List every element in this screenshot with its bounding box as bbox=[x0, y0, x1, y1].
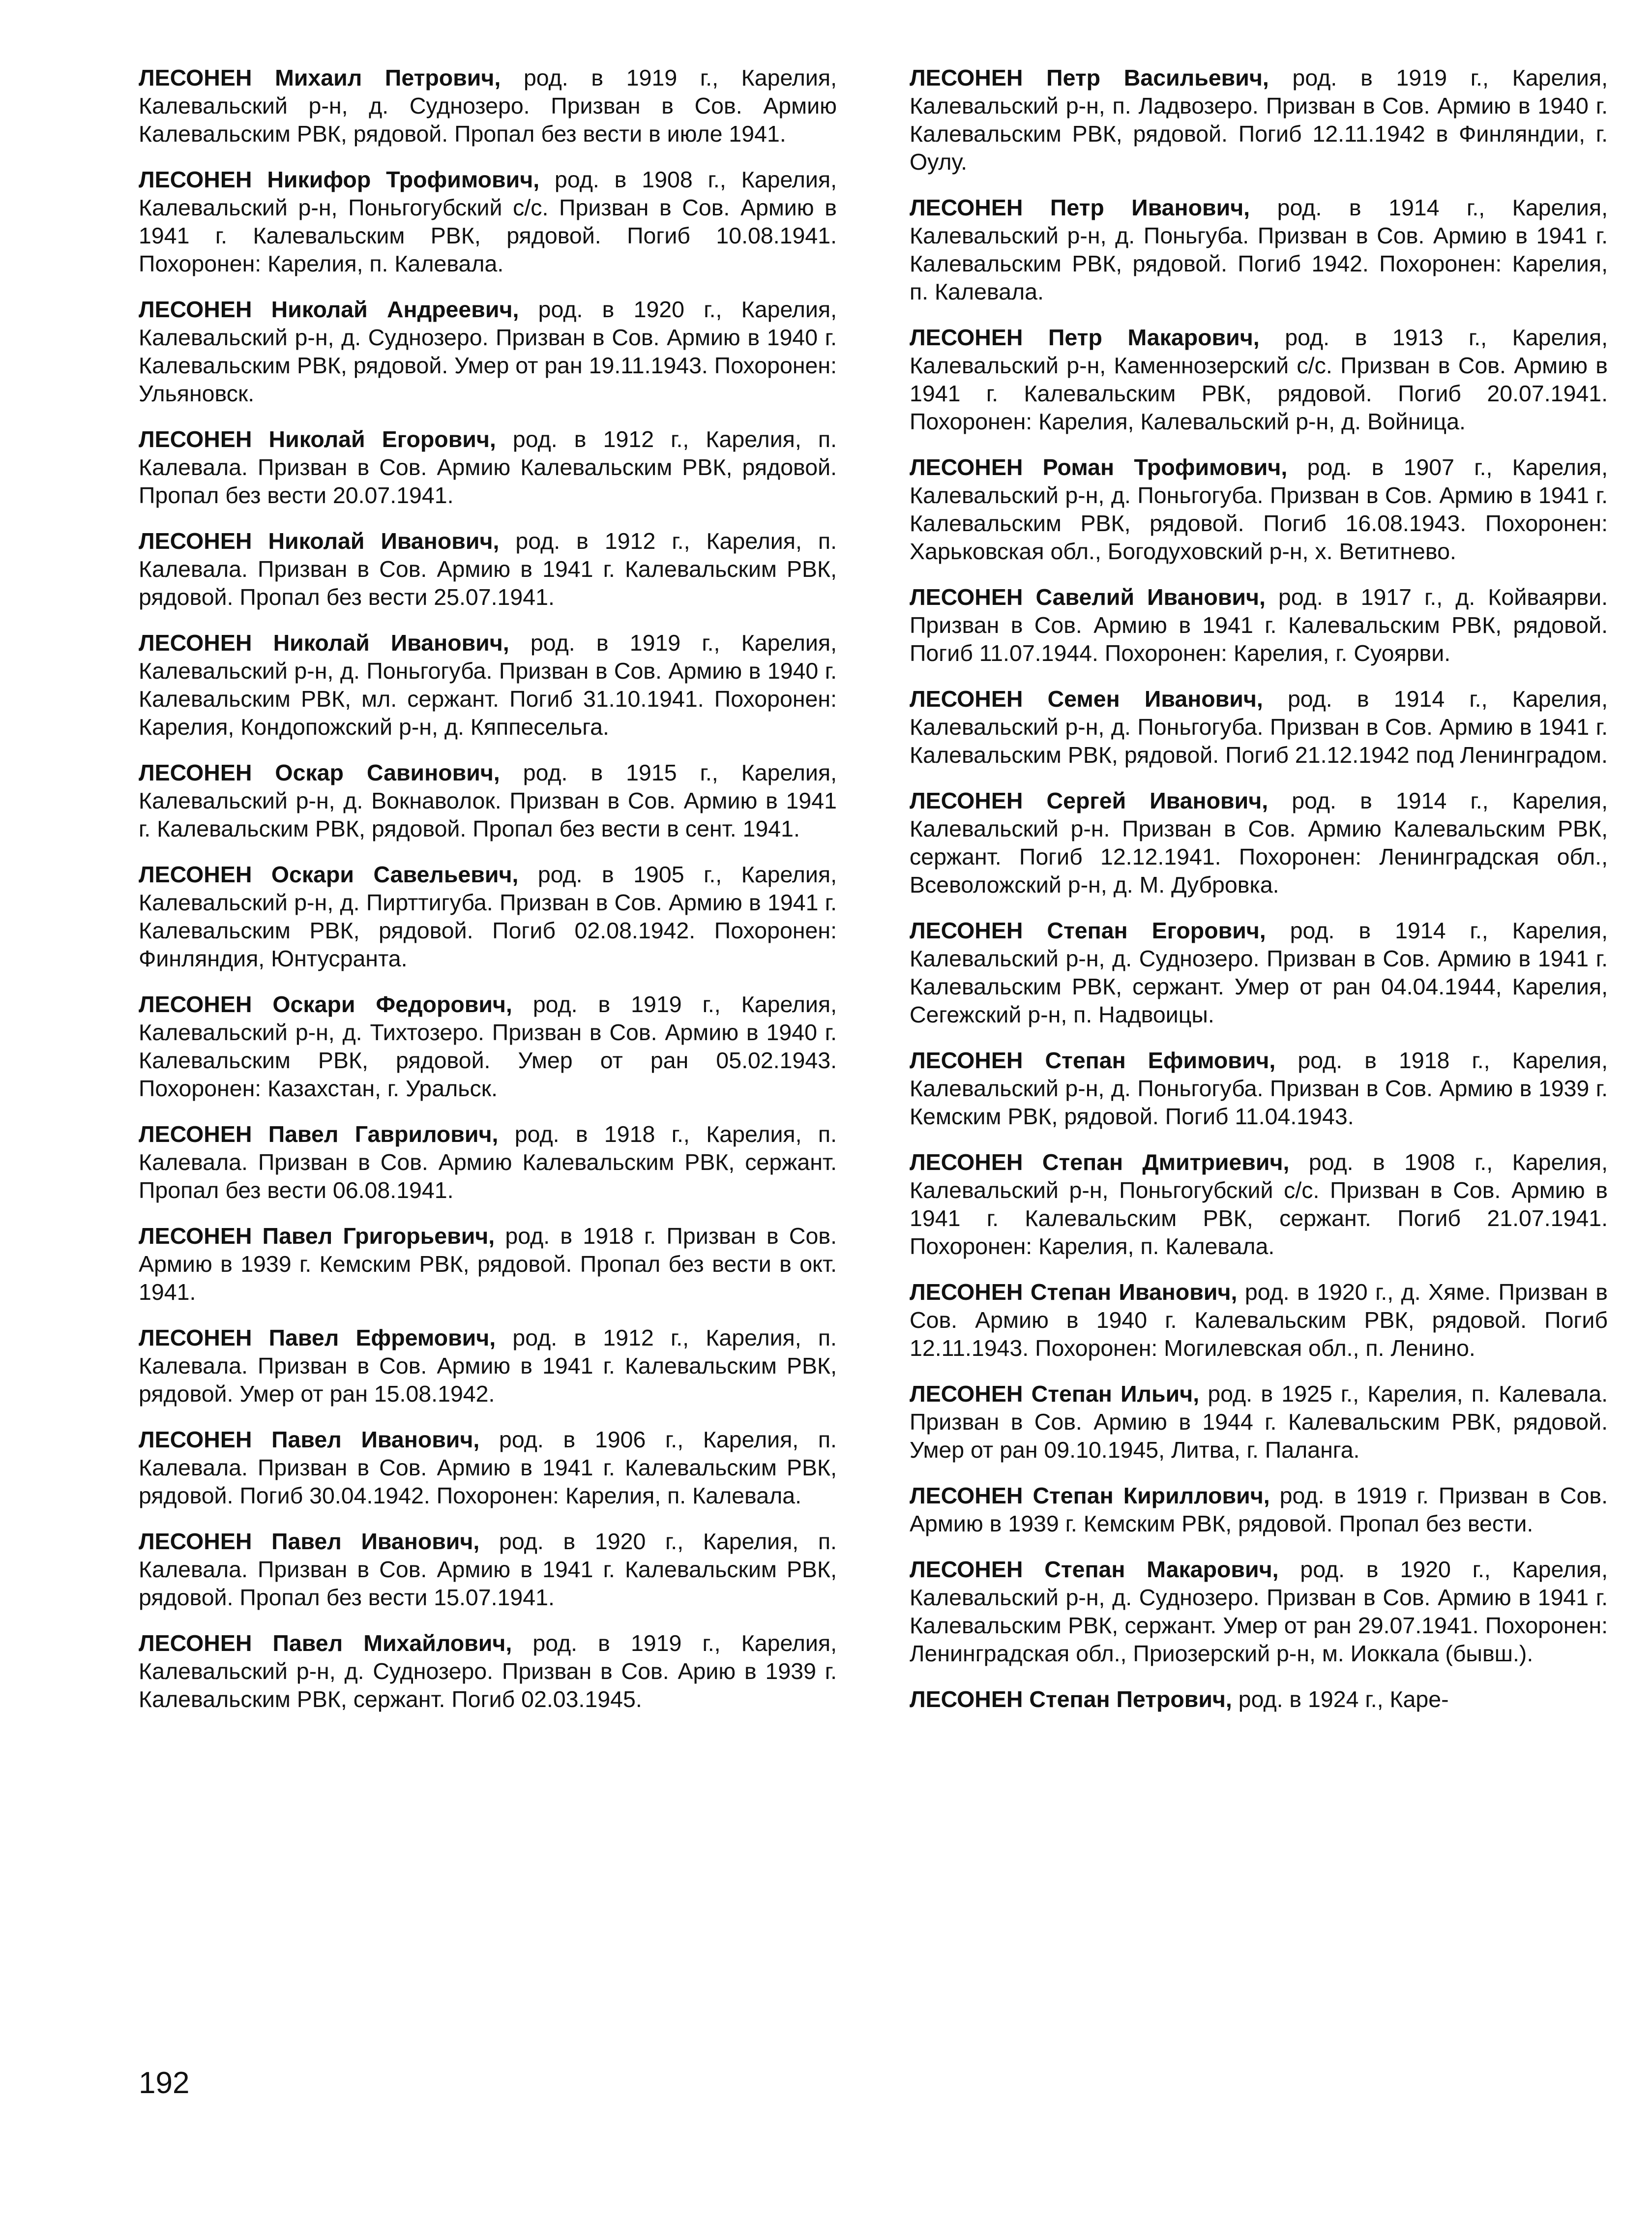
entry-text: род. в 1920 г., д. Хяме. Призван в Сов. Армию в 1940 г. Калевальским РВК, рядовой. Погиб 12.11.1943. Похоронен: Могилевская обл., п. Ленино. bbox=[910, 1279, 1608, 1361]
entry-name: ЛЕСОНЕН Михаил Петрович, bbox=[139, 65, 501, 90]
entry-name: ЛЕСОНЕН Степан Иванович, bbox=[910, 1279, 1238, 1305]
entry-text: род. в 1907 г., Карелия, Калевальский р-н, д. Поньгогуба. Призван в Сов. Армию в 1941 г. Калевальским РВК, рядовой. Погиб 16.08.1943. Похоронен: Харьковская обл., Богодуховский р-н, х. Ветитнево. bbox=[910, 454, 1608, 564]
register-entry bbox=[910, 1148, 1608, 1260]
entry-text: род. в 1908 г., Карелия, Калевальский р-н, Поньгогубский с/с. Призван в Сов. Армию в 1941 г. Калевальским РВК, сержант. Погиб 21.07.1941. Похоронен: Карелия, п. Калевала. bbox=[910, 1149, 1608, 1259]
entry-name: ЛЕСОНЕН Степан Дмитриевич, bbox=[910, 1149, 1290, 1175]
register-entry bbox=[139, 425, 837, 510]
entry-name: ЛЕСОНЕН Павел Иванович, bbox=[139, 1529, 480, 1554]
register-entry bbox=[910, 1278, 1608, 1362]
entry-name: ЛЕСОНЕН Сергей Иванович, bbox=[910, 788, 1268, 813]
register-entry bbox=[910, 685, 1608, 769]
register-entry bbox=[139, 861, 837, 973]
entry-text: род. в 1919 г., Карелия, Калевальский р-н, д. Тихтозеро. Призван в Сов. Армию в 1940 г. Калевальским РВК, рядовой. Умер от ран 05.02.1943. Похоронен: Казахстан, г. Уральск. bbox=[139, 991, 837, 1101]
entry-text: род. в 1920 г., Карелия, п. Калевала. Призван в Сов. Армию в 1941 г. Калевальским РВК, рядовой. Пропал без вести 15.07.1941. bbox=[139, 1529, 837, 1610]
entry-name: ЛЕСОНЕН Николай Андреевич, bbox=[139, 297, 519, 322]
entry-text: род. в 1917 г., д. Койваярви. Призван в Сов. Армию в 1941 г. Калевальским РВК, рядовой. Погиб 11.07.1944. Похоронен: Карелия, г. Суоярви. bbox=[910, 584, 1608, 666]
register-entry bbox=[910, 917, 1608, 1029]
entry-name: ЛЕСОНЕН Павел Гаврилович, bbox=[139, 1121, 499, 1147]
entry-text: род. в 1912 г., Карелия, п. Калевала. Призван в Сов. Армию в 1941 г. Калевальским РВК, рядовой. Умер от ран 15.08.1942. bbox=[139, 1325, 837, 1407]
entry-text: род. в 1920 г., Карелия, Калевальский р-н, д. Суднозеро. Призван в Сов. Армию в 1940 г. Калевальским РВК, рядовой. Умер от ран 19.11.1943. Похоронен: Ульяновск. bbox=[139, 297, 837, 406]
entry-text: род. в 1915 г., Карелия, Калевальский р-н, д. Вокнаволок. Призван в Сов. Армию в 1941 г. Калевальским РВК, рядовой. Пропал без вести в сент. 1941. bbox=[139, 760, 837, 841]
entry-text: род. в 1914 г., Карелия, Калевальский р-н, д. Суднозеро. Призван в Сов. Армию в 1941 г. Калевальским РВК, сержант. Умер от ран 04.04.1944, Карелия, Сегежский р-н, п. Надвоицы. bbox=[910, 918, 1608, 1027]
register-entry bbox=[139, 166, 837, 278]
entry-name: ЛЕСОНЕН Петр Макарович, bbox=[910, 325, 1260, 350]
register-entry bbox=[139, 990, 837, 1103]
entry-name: ЛЕСОНЕН Степан Макарович, bbox=[910, 1557, 1279, 1582]
entry-text: род. в 1924 г., Каре- bbox=[1232, 1686, 1449, 1712]
entry-text: род. в 1912 г., Карелия, п. Калевала. Призван в Сов. Армию Калевальским РВК, рядовой. Пропал без вести 20.07.1941. bbox=[139, 426, 837, 508]
entry-text: род. в 1914 г., Карелия, Калевальский р-н, д. Поньгогуба. Призван в Сов. Армию в 1941 г. Калевальским РВК, рядовой. Погиб 21.12.1942 под Ленинградом. bbox=[910, 686, 1608, 768]
entry-name: ЛЕСОНЕН Николай Егорович, bbox=[139, 426, 496, 452]
register-entry bbox=[139, 759, 837, 843]
register-entry bbox=[910, 194, 1608, 306]
register-entry bbox=[139, 527, 837, 611]
entry-text: род. в 1912 г., Карелия, п. Калевала. Призван в Сов. Армию в 1941 г. Калевальским РВК, рядовой. Пропал без вести 25.07.1941. bbox=[139, 528, 837, 610]
entry-text: род. в 1913 г., Карелия, Калевальский р-н, Каменнозерский с/с. Призван в Сов. Армию в 1941 г. Калевальским РВК, рядовой. Погиб 20.07.1941. Похоронен: Карелия, Калевальский р-н, д. Войница. bbox=[910, 325, 1608, 434]
register-entry bbox=[910, 787, 1608, 899]
left-column bbox=[139, 64, 837, 1731]
entry-name: ЛЕСОНЕН Николай Иванович, bbox=[139, 630, 509, 656]
entry-name: ЛЕСОНЕН Степан Ильич, bbox=[910, 1381, 1200, 1407]
page-number: 192 bbox=[139, 2066, 190, 2100]
entry-name: ЛЕСОНЕН Оскари Савельевич, bbox=[139, 862, 519, 887]
register-entry bbox=[910, 1685, 1608, 1713]
entry-name: ЛЕСОНЕН Павел Михайлович, bbox=[139, 1630, 512, 1656]
entry-text: род. в 1905 г., Карелия, Калевальский р-н, д. Пирттигуба. Призван в Сов. Армию в 1941 г. Калевальским РВК, рядовой. Погиб 02.08.1942. Похоронен: Финляндия, Юнтусранта. bbox=[139, 862, 837, 971]
entry-name: ЛЕСОНЕН Павел Иванович, bbox=[139, 1427, 480, 1452]
register-entry bbox=[139, 629, 837, 741]
entry-name: ЛЕСОНЕН Савелий Иванович, bbox=[910, 584, 1266, 610]
entry-name: ЛЕСОНЕН Николай Иванович, bbox=[139, 528, 500, 554]
entry-name: ЛЕСОНЕН Роман Трофимович, bbox=[910, 454, 1288, 480]
entry-text: род. в 1906 г., Карелия, п. Калевала. Призван в Сов. Армию в 1941 г. Калевальским РВК, рядовой. Погиб 30.04.1942. Похоронен: Карелия, п. Калевала. bbox=[139, 1427, 837, 1508]
entry-name: ЛЕСОНЕН Павел Григорьевич, bbox=[139, 1223, 495, 1249]
entry-text: род. в 1919 г., Карелия, Калевальский р-н, д. Суднозеро. Призван в Сов. Армию Калевальским РВК, рядовой. Пропал без вести в июле 1941. bbox=[139, 65, 837, 147]
entry-text: род. в 1920 г., Карелия, Калевальский р-н, д. Суднозеро. Призван в Сов. Армию в 1941 г. Калевальским РВК, сержант. Умер от ран 29.07.1941. Похоронен: Ленинградская обл., Приозерский р-н, м. Иоккала (бывш.). bbox=[910, 1557, 1608, 1666]
register-entry bbox=[139, 1528, 837, 1612]
register-entry bbox=[910, 583, 1608, 667]
entry-text: род. в 1919 г., Карелия, Калевальский р-н, д. Суднозеро. Призван в Сов. Арию в 1939 г. Калевальским РВК, сержант. Погиб 02.03.1945. bbox=[139, 1630, 837, 1712]
register-entry bbox=[910, 1556, 1608, 1668]
register-entry bbox=[139, 1426, 837, 1510]
entry-name: ЛЕСОНЕН Степан Петрович, bbox=[910, 1686, 1232, 1712]
register-entry bbox=[910, 1380, 1608, 1464]
register-entry bbox=[139, 1120, 837, 1204]
entry-text: род. в 1925 г., Карелия, п. Калевала. Призван в Сов. Армию в 1944 г. Калевальским РВК, рядовой. Умер от ран 09.10.1945, Литва, г. Паланга. bbox=[910, 1381, 1608, 1463]
register-entry bbox=[910, 453, 1608, 566]
entry-name: ЛЕСОНЕН Никифор Трофимович, bbox=[139, 167, 540, 192]
entry-text: род. в 1914 г., Карелия, Калевальский р-н. Призван в Сов. Армию Калевальским РВК, сержант. Погиб 12.12.1941. Похоронен: Ленинградская обл., Всеволожский р-н, д. М. Дубровка. bbox=[910, 788, 1608, 898]
entry-name: ЛЕСОНЕН Павел Ефремович, bbox=[139, 1325, 496, 1350]
entry-name: ЛЕСОНЕН Оскар Савинович, bbox=[139, 760, 500, 785]
entry-name: ЛЕСОНЕН Оскари Федорович, bbox=[139, 991, 512, 1017]
entry-name: ЛЕСОНЕН Петр Васильевич, bbox=[910, 65, 1269, 90]
entry-name: ЛЕСОНЕН Петр Иванович, bbox=[910, 195, 1250, 220]
right-column bbox=[910, 64, 1608, 1731]
register-entry bbox=[139, 1629, 837, 1713]
entry-text: род. в 1918 г., Карелия, Калевальский р-н, д. Поньгогуба. Призван в Сов. Армию в 1939 г. Кемским РВК, рядовой. Погиб 11.04.1943. bbox=[910, 1048, 1608, 1129]
register-entry bbox=[139, 1324, 837, 1408]
entry-name: ЛЕСОНЕН Степан Кириллович, bbox=[910, 1483, 1270, 1508]
register-entry bbox=[910, 324, 1608, 436]
entry-text: род. в 1918 г. Призван в Сов. Армию в 1939 г. Кемским РВК, рядовой. Пропал без вести в окт. 1941. bbox=[139, 1223, 837, 1305]
register-entry bbox=[910, 64, 1608, 176]
register-entry bbox=[910, 1047, 1608, 1131]
register-entry bbox=[910, 1482, 1608, 1538]
register-entry bbox=[139, 1222, 837, 1306]
register-entry bbox=[139, 296, 837, 408]
entry-name: ЛЕСОНЕН Семен Иванович, bbox=[910, 686, 1263, 712]
entry-text: род. в 1914 г., Карелия, Калевальский р-н, д. Поньгуба. Призван в Сов. Армию в 1941 г. Калевальским РВК, рядовой. Погиб 1942. Похоронен: Карелия, п. Калевала. bbox=[910, 195, 1608, 304]
entry-name: ЛЕСОНЕН Степан Ефимович, bbox=[910, 1048, 1276, 1073]
entry-text: род. в 1919 г., Карелия, Калевальский р-н, п. Ладвозеро. Призван в Сов. Армию в 1940 г. Калевальским РВК, рядовой. Погиб 12.11.1942 в Финляндии, г. Оулу. bbox=[910, 65, 1608, 175]
entry-text: род. в 1919 г., Карелия, Калевальский р-н, д. Поньгогуба. Призван в Сов. Армию в 1940 г. Калевальским РВК, мл. сержант. Погиб 31.10.1941. Похоронен: Карелия, Кондопожский р-н, д. Кяппесельга. bbox=[139, 630, 837, 740]
entry-text: род. в 1918 г., Карелия, п. Калевала. Призван в Сов. Армию Калевальским РВК, сержант. Пропал без вести 06.08.1941. bbox=[139, 1121, 837, 1203]
register-entry bbox=[139, 64, 837, 148]
entry-text: род. в 1919 г. Призван в Сов. Армию в 1939 г. Кемским РВК, рядовой. Пропал без вести. bbox=[910, 1483, 1608, 1536]
entry-text: род. в 1908 г., Карелия, Калевальский р-н, Поньгогубский с/с. Призван в Сов. Армию в 1941 г. Калевальским РВК, рядовой. Погиб 10.08.1941. Похоронен: Карелия, п. Калевала. bbox=[139, 167, 837, 276]
entry-name: ЛЕСОНЕН Степан Егорович, bbox=[910, 918, 1266, 943]
